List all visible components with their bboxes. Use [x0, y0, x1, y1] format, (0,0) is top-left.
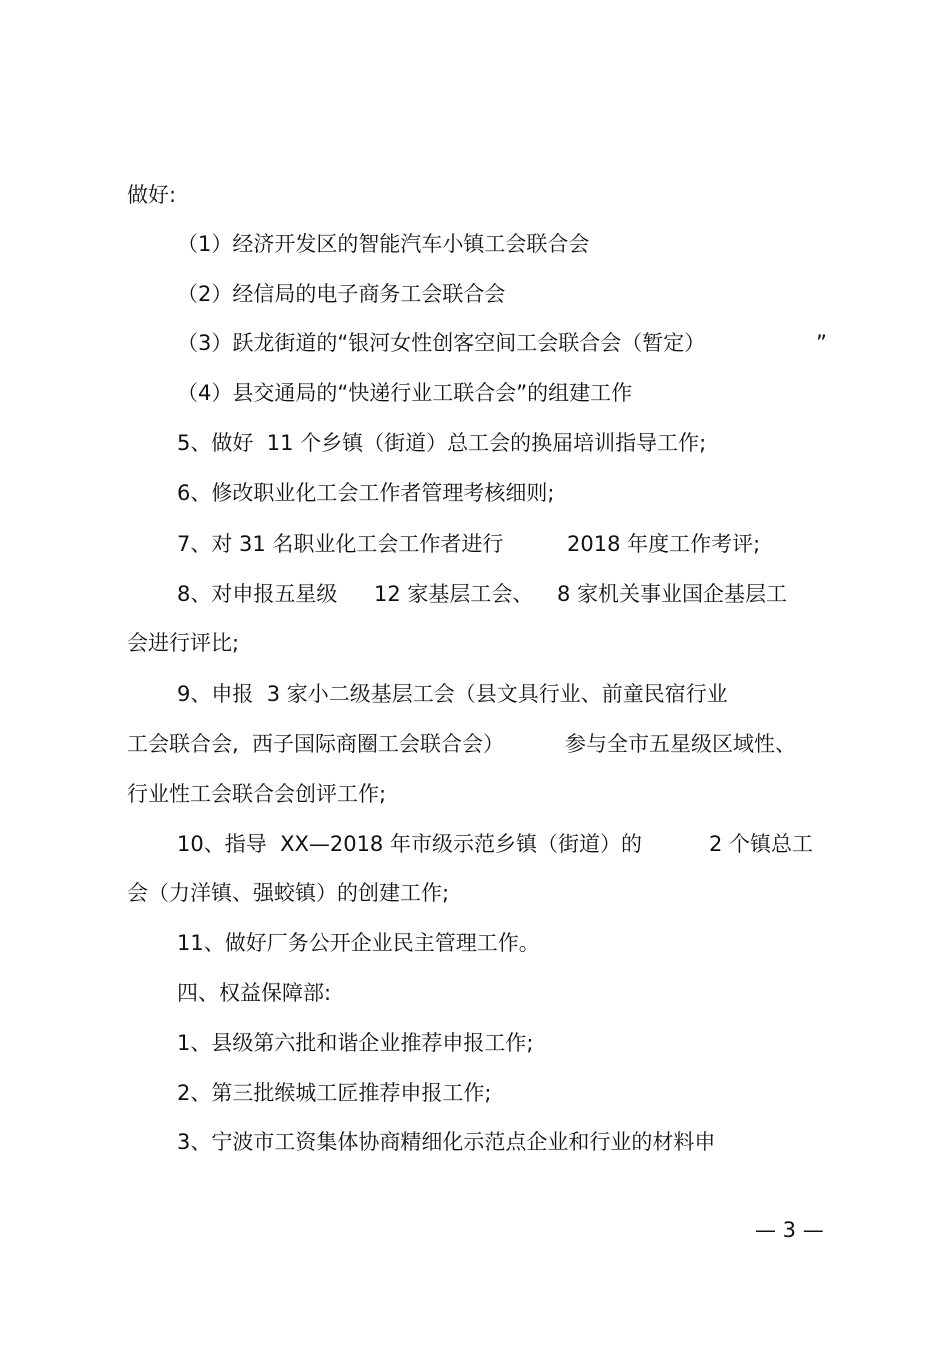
line-text: 四、权益保障部: — [177, 981, 332, 1005]
text-line — [0, 475, 950, 511]
text-line — [0, 1075, 950, 1111]
text-line — [0, 776, 950, 812]
line-text: 参与全市五星级区域性、 — [565, 732, 796, 756]
line-text: 8 家机关事业国企基层工 — [557, 582, 788, 606]
line-text: 1、县级第六批和谐企业推荐申报工作; — [177, 1031, 534, 1055]
line-text: 会（力洋镇、强蛟镇）的创建工作; — [127, 881, 450, 905]
text-line — [0, 925, 950, 961]
line-text: 12 家基层工会、 — [374, 582, 534, 606]
line-text: 11、做好厂务公开企业民主管理工作。 — [177, 931, 540, 955]
text-line — [0, 726, 950, 762]
text-line — [0, 676, 950, 712]
text-line — [0, 875, 950, 911]
line-text: 5、做好 11 个乡镇（街道）总工会的换届培训指导工作; — [177, 431, 707, 455]
line-text: 会进行评比; — [127, 631, 240, 655]
line-text: 10、指导 XX—2018 年市级示范乡镇（街道）的 — [177, 832, 642, 856]
text-line — [0, 325, 950, 361]
text-line — [0, 975, 950, 1011]
text-line — [0, 375, 950, 411]
line-text: 3、宁波市工资集体协商精细化示范点企业和行业的材料申 — [177, 1130, 716, 1154]
line-text: 8、对申报五星级 — [177, 582, 338, 606]
line-text: 9、申报 3 家小二级基层工会（县文具行业、前童民宿行业 — [177, 682, 728, 706]
line-text: 2、第三批缑城工匠推荐申报工作; — [177, 1081, 492, 1105]
line-text: （4）县交通局的“快递行业工联合会”的组建工作 — [177, 381, 633, 405]
line-text: 7、对 31 名职业化工会工作者进行 — [177, 532, 504, 556]
line-text: 2 个镇总工 — [709, 832, 814, 856]
text-line — [0, 177, 950, 213]
text-line — [0, 526, 950, 562]
line-text: ” — [816, 331, 827, 355]
text-line — [0, 226, 950, 262]
line-text: （3）跃龙街道的“银河女性创客空间工会联合会（暂定） — [177, 331, 706, 355]
line-text: （1）经济开发区的智能汽车小镇工会联合会 — [177, 232, 590, 256]
line-text: 工会联合会, 西子国际商圈工会联合会） — [127, 732, 505, 756]
text-line — [0, 576, 950, 612]
text-line — [0, 276, 950, 312]
page-number: — 3 — — [755, 1218, 824, 1242]
text-line — [0, 625, 950, 661]
line-text: 6、修改职业化工会工作者管理考核细则; — [177, 481, 555, 505]
line-text: 做好: — [127, 183, 177, 207]
line-text: 行业性工会联合会创评工作; — [127, 782, 387, 806]
text-line — [0, 1025, 950, 1061]
text-line — [0, 826, 950, 862]
line-text: （2）经信局的电子商务工会联合会 — [177, 282, 506, 306]
text-line — [0, 425, 950, 461]
text-line — [0, 1124, 950, 1160]
line-text: 2018 年度工作考评; — [567, 532, 761, 556]
